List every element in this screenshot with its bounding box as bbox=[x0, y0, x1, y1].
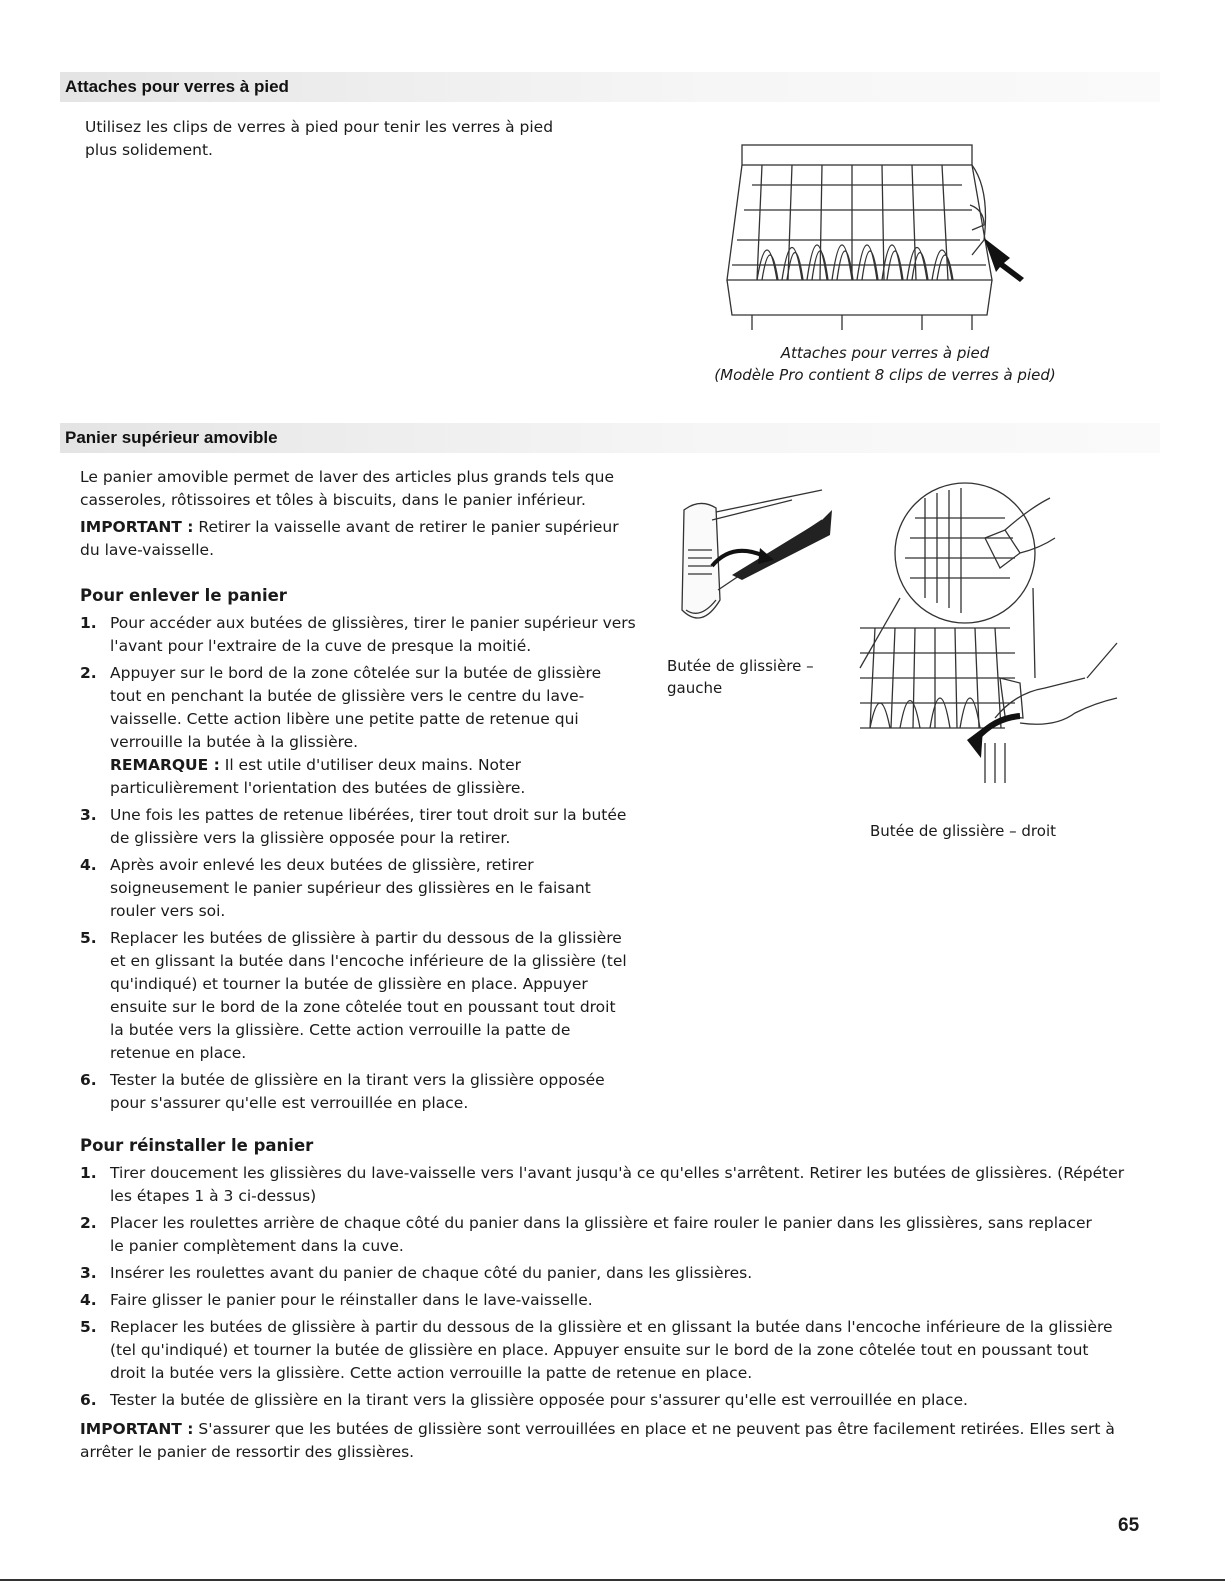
section-title-glass-clips: Attaches pour verres à pied bbox=[65, 77, 289, 96]
list-item bbox=[80, 1069, 660, 1115]
caption-line: (Modèle Pro contient 8 clips de verres à pied) bbox=[714, 366, 1056, 384]
subheading-remove-rack: Pour enlever le panier bbox=[80, 586, 287, 605]
step-line: le panier complètement dans la cuve. bbox=[110, 1237, 404, 1255]
list-item bbox=[80, 1389, 1160, 1412]
note-label: REMARQUE : bbox=[110, 756, 220, 774]
step-number: 1. bbox=[80, 1164, 97, 1182]
list-item bbox=[80, 662, 660, 800]
caption-line: Attaches pour verres à pied bbox=[780, 344, 990, 362]
list-item bbox=[80, 927, 660, 1065]
step-line: Faire glisser le panier pour le réinstaller dans le lave-vaisselle. bbox=[110, 1291, 593, 1309]
text-line: plus solidement. bbox=[85, 141, 213, 159]
step-number: 6. bbox=[80, 1071, 97, 1089]
caption-line: Butée de glissière – droit bbox=[870, 822, 1056, 840]
step-line: verrouille la butée à la glissière. bbox=[110, 733, 359, 751]
step-line: Appuyer sur le bord de la zone côtelée sur la butée de glissière bbox=[110, 664, 602, 682]
text-line: S'assurer que les butées de glissière sont verrouillées en place et ne peuvent pas être facilement retirées. Elles sert à bbox=[193, 1420, 1115, 1438]
step-number: 5. bbox=[80, 929, 97, 947]
step-line: Tester la butée de glissière en la tirant vers la glissière opposée pour s'assurer qu'elle est verrouillée en place. bbox=[110, 1391, 968, 1409]
step-line: droit la butée vers la glissière. Cette action verrouille la patte de retenue en place. bbox=[110, 1364, 753, 1382]
list-item bbox=[80, 804, 660, 850]
step-number: 2. bbox=[80, 1214, 97, 1232]
right-rail-stop-illustration bbox=[855, 478, 1125, 788]
text-line: Retirer la vaisselle avant de retirer le panier supérieur bbox=[193, 518, 619, 536]
step-line: soigneusement le panier supérieur des glissières en le faisant bbox=[110, 879, 591, 897]
step-line: retenue en place. bbox=[110, 1044, 247, 1062]
list-item bbox=[80, 1162, 1160, 1208]
upper-rack-illustration bbox=[722, 130, 1042, 330]
step-line: les étapes 1 à 3 ci-dessus) bbox=[110, 1187, 317, 1205]
step-line: Après avoir enlevé les deux butées de glissière, retirer bbox=[110, 856, 534, 874]
step-line: vaisselle. Cette action libère une petite patte de retenue qui bbox=[110, 710, 579, 728]
figure-caption-left-stop bbox=[667, 655, 867, 699]
figure-caption-right-stop bbox=[870, 820, 1130, 842]
important-note-bottom bbox=[80, 1418, 1160, 1464]
step-line: particulièrement l'orientation des butées de glissière. bbox=[110, 779, 526, 797]
step-line: Il est utile d'utiliser deux mains. Noter bbox=[219, 756, 522, 774]
list-item bbox=[80, 612, 660, 658]
caption-line: Butée de glissière – bbox=[667, 657, 814, 675]
step-number: 6. bbox=[80, 1391, 97, 1409]
bottom-rule bbox=[0, 1579, 1225, 1581]
text-line: du lave-vaisselle. bbox=[80, 541, 215, 559]
step-number: 4. bbox=[80, 856, 97, 874]
subheading-reinstall-rack: Pour réinstaller le panier bbox=[80, 1136, 314, 1155]
caption-line: gauche bbox=[667, 679, 723, 697]
step-line: pour s'assurer qu'elle est verrouillée en place. bbox=[110, 1094, 469, 1112]
step-number: 3. bbox=[80, 1264, 97, 1282]
list-item bbox=[80, 1316, 1160, 1385]
step-number: 1. bbox=[80, 614, 97, 632]
section-intro-removable-rack bbox=[80, 466, 650, 512]
step-line: tout en penchant la butée de glissière vers le centre du lave- bbox=[110, 687, 585, 705]
step-line: l'avant pour l'extraire de la cuve de presque la moitié. bbox=[110, 637, 532, 655]
step-line: Replacer les butées de glissière à partir du dessous de la glissière et en glissant la butée dans l'encoche inférieure de la glissière bbox=[110, 1318, 1113, 1336]
step-line: rouler vers soi. bbox=[110, 902, 226, 920]
step-number: 3. bbox=[80, 806, 97, 824]
step-line: la butée vers la glissière. Cette action verrouille la patte de bbox=[110, 1021, 571, 1039]
step-line: Placer les roulettes arrière de chaque côté du panier dans la glissière et faire rouler le panier dans les glissières, sans replacer bbox=[110, 1214, 1092, 1232]
left-rail-stop-illustration bbox=[672, 480, 842, 640]
text-line: Utilisez les clips de verres à pied pour tenir les verres à pied bbox=[85, 118, 554, 136]
step-line: Insérer les roulettes avant du panier de chaque côté du panier, dans les glissières. bbox=[110, 1264, 753, 1282]
list-item bbox=[80, 1289, 1160, 1312]
section-title-removable-rack: Panier supérieur amovible bbox=[65, 428, 278, 447]
list-item bbox=[80, 1262, 1160, 1285]
step-line: ensuite sur le bord de la zone côtelée tout en poussant tout droit bbox=[110, 998, 616, 1016]
step-line: Replacer les butées de glissière à partir du dessous de la glissière bbox=[110, 929, 622, 947]
step-line: Tirer doucement les glissières du lave-vaisselle vers l'avant jusqu'à ce qu'elles s'arrêtent. Retirer les butées de glissières. (Répéter bbox=[110, 1164, 1125, 1182]
reinstall-steps-list bbox=[80, 1162, 1160, 1412]
text-line: casseroles, rôtissoires et tôles à biscuits, dans le panier inférieur. bbox=[80, 491, 586, 509]
step-line: et en glissant la butée dans l'encoche inférieure de la glissière (tel bbox=[110, 952, 627, 970]
list-item bbox=[80, 854, 660, 923]
step-line: Pour accéder aux butées de glissières, tirer le panier supérieur vers bbox=[110, 614, 636, 632]
important-note-top bbox=[80, 516, 650, 562]
important-label: IMPORTANT : bbox=[80, 518, 194, 536]
step-number: 5. bbox=[80, 1318, 97, 1336]
step-line: de glissière vers la glissière opposée pour la retirer. bbox=[110, 829, 511, 847]
important-label: IMPORTANT : bbox=[80, 1420, 194, 1438]
text-line: arrêter le panier de ressortir des glissières. bbox=[80, 1443, 415, 1461]
page-number: 65 bbox=[1118, 1515, 1140, 1536]
remove-steps-list bbox=[80, 612, 660, 1115]
step-line: (tel qu'indiqué) et tourner la butée de glissière en place. Appuyer ensuite sur le bord de la zone côtelée tout en poussant tout bbox=[110, 1341, 1089, 1359]
text-line: Le panier amovible permet de laver des articles plus grands tels que bbox=[80, 468, 614, 486]
figure-caption-glass-clips bbox=[690, 342, 1080, 386]
step-line: Une fois les pattes de retenue libérées, tirer tout droit sur la butée bbox=[110, 806, 627, 824]
section-text-glass-clips bbox=[85, 116, 645, 162]
step-line: qu'indiqué) et tourner la butée de glissière en place. Appuyer bbox=[110, 975, 588, 993]
step-line: Tester la butée de glissière en la tirant vers la glissière opposée bbox=[110, 1071, 605, 1089]
step-number: 2. bbox=[80, 664, 97, 682]
list-item bbox=[80, 1212, 1160, 1258]
step-number: 4. bbox=[80, 1291, 97, 1309]
